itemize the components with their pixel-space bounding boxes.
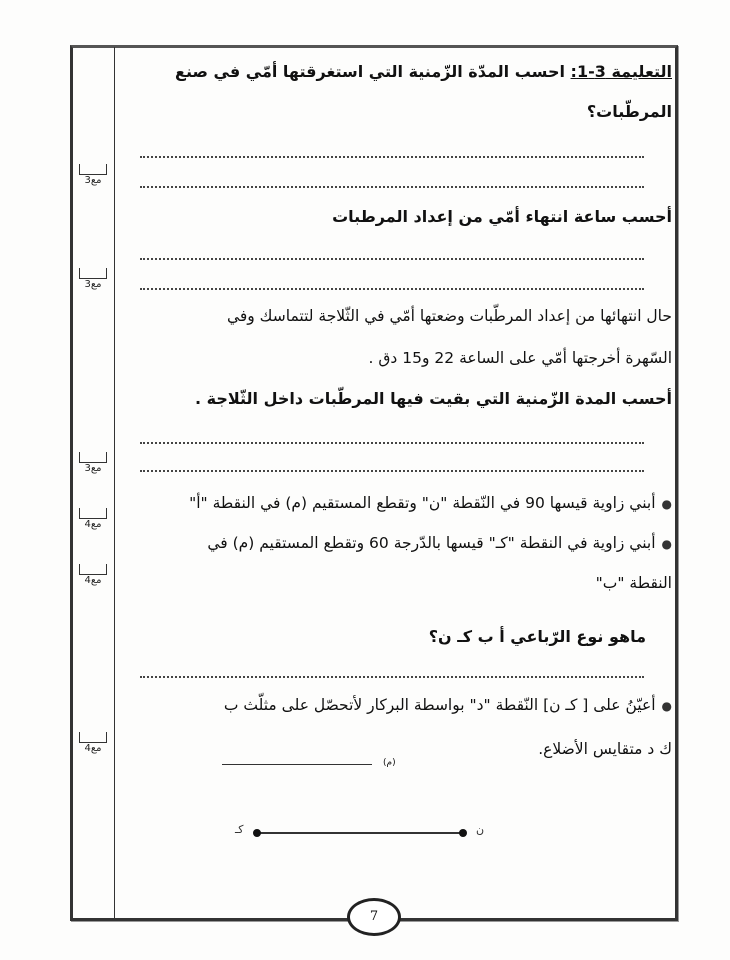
answer-line[interactable] xyxy=(140,442,644,444)
line-m xyxy=(222,764,372,765)
point-k xyxy=(253,829,261,837)
segment-k-n xyxy=(255,832,465,834)
grade-mark: مع3 xyxy=(76,164,110,186)
answer-line[interactable] xyxy=(140,470,644,472)
paragraph-line-2: السّهرة أخرجتها أمّي على الساعة 22 و15 دق . xyxy=(368,349,672,367)
bullet-item-3-cont: ك د متقايس الأضلاع. xyxy=(538,740,672,758)
answer-line[interactable] xyxy=(140,288,644,290)
bullet-icon: ● xyxy=(661,497,672,511)
bullet-item-1: ●أبني زاوية قيسها 90 في النّقطة "ن" وتقطع المستقيم (م) في النقطة "أ" xyxy=(189,494,672,512)
answer-line[interactable] xyxy=(140,186,644,188)
line-m-label: (م) xyxy=(383,758,396,768)
bullet-item-2-cont: النقطة "ب" xyxy=(595,574,672,592)
answer-line[interactable] xyxy=(140,676,644,678)
point-n-label: ن xyxy=(476,823,485,836)
point-n xyxy=(459,829,467,837)
question-end-time: أحسب ساعة انتهاء أمّي من إعداد المرطبات xyxy=(332,207,672,226)
grade-mark: مع4 xyxy=(76,508,110,530)
answer-line[interactable] xyxy=(140,156,644,158)
bullet-icon: ● xyxy=(661,699,672,713)
grade-mark: مع4 xyxy=(76,732,110,754)
instruction-label: التعليمة 3-1: xyxy=(570,62,672,81)
paragraph-line-1: حال انتهائها من إعداد المرطّبات وضعتها أمّي في الثّلاجة لتتماسك وفي xyxy=(226,307,672,325)
bullet-item-3: ●أعيّنُ على [ كـ ن] النّقطة "د" بواسطة البركار لأتحصّل على مثلّث ب xyxy=(223,696,672,714)
point-k-label: كـ xyxy=(235,823,244,836)
instruction-text: احسب المدّة الزّمنية التي استغرقتها أمّي في صنع xyxy=(175,62,565,81)
page-number: 7 xyxy=(347,898,401,936)
question-quadrilateral: ماهو نوع الرّباعي أ ب كـ ن؟ xyxy=(428,627,646,646)
grade-mark: مع3 xyxy=(76,452,110,474)
grade-mark: مع4 xyxy=(76,564,110,586)
page-frame xyxy=(70,45,678,921)
instruction-line-2: المرطّبات؟ xyxy=(586,102,672,121)
bullet-item-2: ●أبني زاوية في النقطة "كـ" قيسها بالدّرجة 60 وتقطع المستقيم (م) في xyxy=(207,534,672,552)
margin-divider xyxy=(114,47,115,919)
answer-line[interactable] xyxy=(140,258,644,260)
instruction-line-1 xyxy=(175,62,672,81)
grade-mark: مع3 xyxy=(76,268,110,290)
question-fridge-duration: أحسب المدة الزّمنية التي بقيت فيها المرطّبات داخل الثّلاجة . xyxy=(194,389,672,408)
bullet-icon: ● xyxy=(661,537,672,551)
